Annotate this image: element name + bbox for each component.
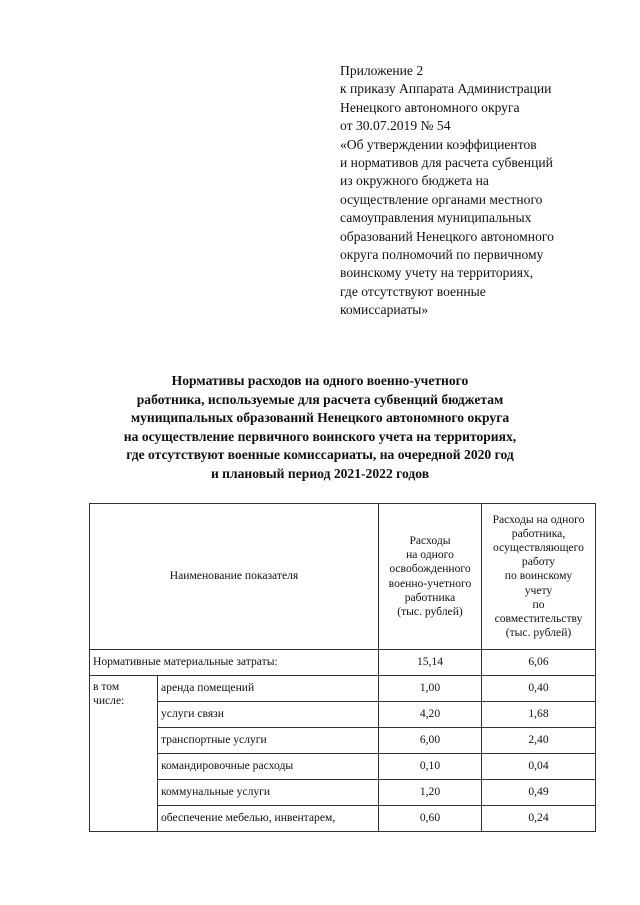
- appendix-line: Приложение 2: [340, 63, 424, 78]
- row-value-full-time: 0,60: [379, 806, 482, 832]
- row-value-full-time: 6,00: [379, 728, 482, 754]
- appendix-line: и нормативов для расчета субвенций: [340, 155, 553, 171]
- table-row: [90, 728, 596, 754]
- appendix-line: «Об утверждении коэффициентов: [340, 136, 537, 152]
- row-label: транспортные услуги: [158, 728, 379, 754]
- total-label: Нормативные материальные затраты:: [90, 650, 379, 676]
- title-line: и плановый период 2021-2022 годов: [210, 465, 430, 481]
- table-row: [90, 754, 596, 780]
- table-row: [90, 676, 596, 702]
- title-line: работника, используемые для расчета субвенций бюджетам: [136, 391, 504, 407]
- appendix-line: от 30.07.2019 № 54: [340, 118, 451, 134]
- header-expenses-part-time: Расходы на одного работника, осуществляющего работу по воинскому учету по совместительству (тыс. рублей): [482, 504, 596, 650]
- norms-table: [89, 503, 596, 832]
- table-row: [90, 780, 596, 806]
- row-value-part-time: 2,40: [482, 728, 596, 754]
- appendix-line: воинскому учету на территориях,: [340, 265, 534, 281]
- row-label: аренда помещений: [158, 676, 379, 702]
- appendix-line: комиссариаты»: [340, 302, 429, 318]
- appendix-line: самоуправления муниципальных: [340, 210, 532, 226]
- title-line: муниципальных образований Ненецкого автономного округа: [130, 410, 510, 426]
- row-label: коммунальные услуги: [158, 780, 379, 806]
- appendix-block: [340, 62, 610, 320]
- appendix-line: осуществление органами местного: [340, 191, 543, 207]
- row-label: командировочные расходы: [158, 754, 379, 780]
- row-value-full-time: 1,20: [379, 780, 482, 806]
- appendix-line: образований Ненецкого автономного: [340, 228, 554, 244]
- including-label: в том числе:: [90, 676, 158, 832]
- row-value-part-time: 0,40: [482, 676, 596, 702]
- title-line: Нормативы расходов на одного военно-учетного: [171, 373, 469, 388]
- row-value-part-time: 1,68: [482, 702, 596, 728]
- table-row: [90, 702, 596, 728]
- row-label: услуги связи: [158, 702, 379, 728]
- appendix-line: из окружного бюджета на: [340, 173, 489, 189]
- appendix-line: Ненецкого автономного округа: [340, 99, 520, 115]
- title-line: где отсутствуют военные комиссариаты, на очередной 2020 год: [126, 447, 514, 463]
- header-indicator-name: Наименование показателя: [90, 504, 379, 650]
- table-row-total: [90, 650, 596, 676]
- row-label: обеспечение мебелью, инвентарем,: [158, 806, 379, 832]
- appendix-line: где отсутствуют военные: [340, 283, 486, 299]
- header-expenses-full-time: Расходы на одного освобожденного военно-учетного работника (тыс. рублей): [379, 504, 482, 650]
- table-header-row: [90, 504, 596, 650]
- row-value-full-time: 0,10: [379, 754, 482, 780]
- table-row: [90, 806, 596, 832]
- title-line: на осуществление первичного воинского учета на территориях,: [123, 428, 517, 444]
- total-value-part-time: 6,06: [482, 650, 596, 676]
- row-value-part-time: 0,04: [482, 754, 596, 780]
- appendix-line: к приказу Аппарата Администрации: [340, 81, 552, 97]
- row-value-full-time: 1,00: [379, 676, 482, 702]
- appendix-line: округа полномочий по первичному: [340, 247, 544, 263]
- total-value-full-time: 15,14: [379, 650, 482, 676]
- row-value-part-time: 0,24: [482, 806, 596, 832]
- row-value-part-time: 0,49: [482, 780, 596, 806]
- row-value-full-time: 4,20: [379, 702, 482, 728]
- document-title: [60, 372, 580, 484]
